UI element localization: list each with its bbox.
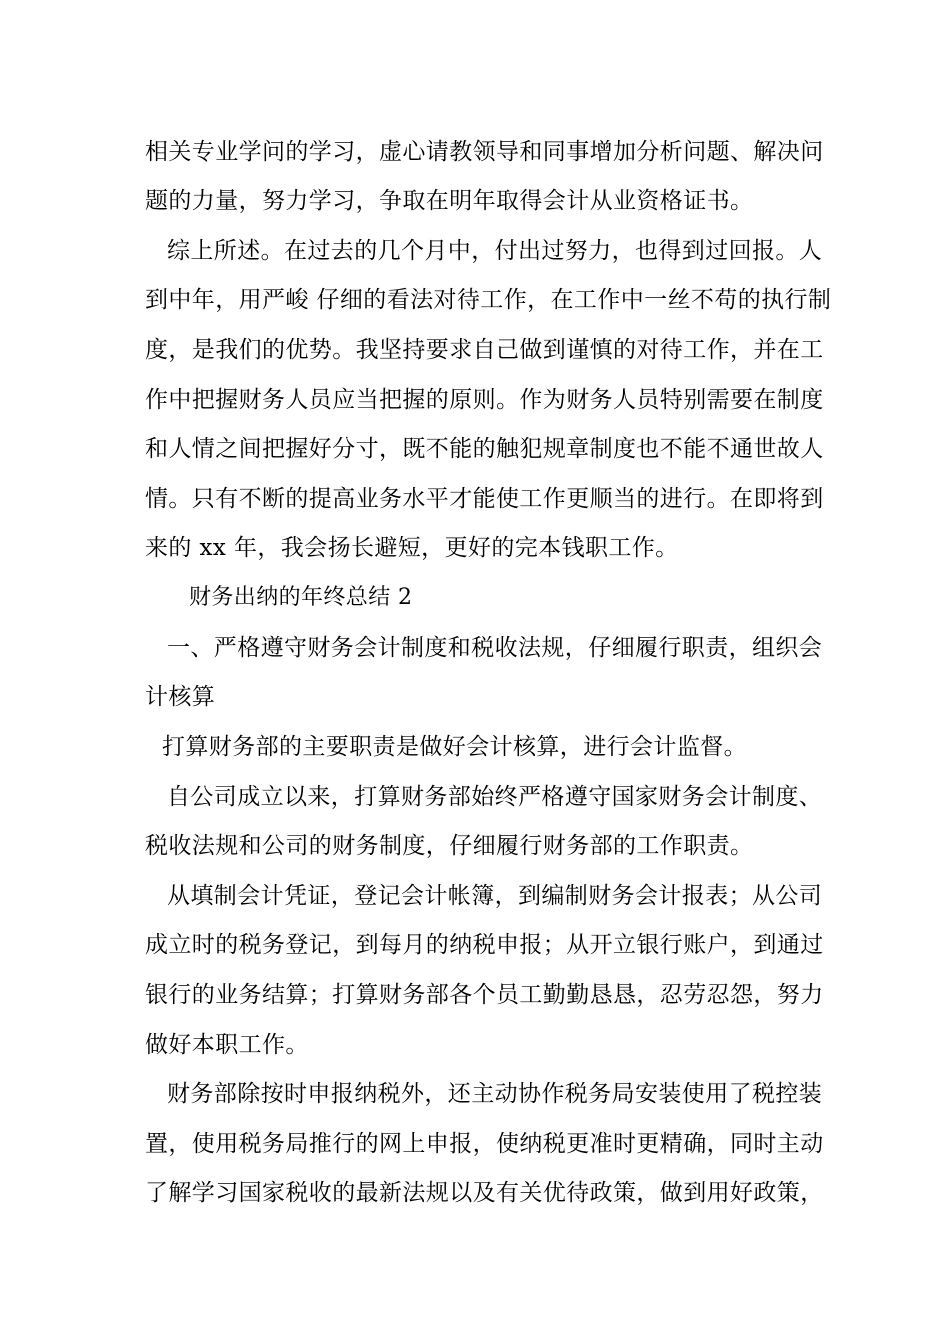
text-line: 作中把握财务人员应当把握的原则。作为财务人员特别需要在制度 [145, 387, 824, 413]
text-line: 相关专业学问的学习，虚心请教领导和同事增加分析问题、解决问 [145, 139, 824, 165]
text-line: 置，使用税务局推行的网上申报，使纳税更准时更精确，同时主动 [145, 1131, 824, 1157]
paragraph-first-line: 从填制会计凭证，登记会计帐簿，到编制财务会计报表；从公司 [167, 883, 823, 909]
text-line: 来的 xx 年，我会扬长避短，更好的完本钱职工作。 [145, 535, 679, 561]
text-line: 银行的业务结算；打算财务部各个员工勤勤恳恳，忍劳忍怨，努力 [145, 982, 824, 1008]
text-line: 和人情之间把握好分寸，既不能的触犯规章制度也不能不通世故人 [145, 436, 824, 462]
text-line: 题的力量，努力学习，争取在明年取得会计从业资格证书。 [145, 188, 754, 214]
text-line: 了解学习国家税收的最新法规以及有关优待政策，做到用好政策， [145, 1180, 824, 1206]
text-line: 做好本职工作。 [145, 1032, 309, 1058]
text-line: 税收法规和公司的财务制度，仔细履行财务部的工作职责。 [145, 833, 754, 859]
section-heading: 财务出纳的年终总结 2 [189, 585, 413, 610]
text-line: 到中年，用严峻 仔细的看法对待工作，在工作中一丝不苟的执行制 [145, 287, 832, 313]
text-line: 度，是我们的优势。我坚持要求自己做到谨慎的对待工作，并在工 [145, 337, 824, 363]
paragraph-first-line: 财务部除按时申报纳税外，还主动协作税务局安装使用了税控装 [167, 1081, 823, 1107]
paragraph-first-line: 综上所述。在过去的几个月中，付出过努力，也得到过回报。人 [167, 238, 823, 264]
text-line: 成立时的税务登记，到每月的纳税申报；从开立银行账户，到通过 [145, 932, 824, 958]
paragraph-first-line: 自公司成立以来，打算财务部始终严格遵守国家财务会计制度、 [167, 784, 823, 810]
paragraph-first-line: 一、严格遵守财务会计制度和税收法规，仔细履行职责，组织会 [167, 635, 823, 661]
text-line: 情。只有不断的提高业务水平才能使工作更顺当的进行。在即将到 [145, 486, 824, 512]
paragraph-first-line: 打算财务部的主要职责是做好会计核算，进行会计监督。 [162, 734, 747, 760]
text-line: 计核算 [145, 684, 216, 710]
